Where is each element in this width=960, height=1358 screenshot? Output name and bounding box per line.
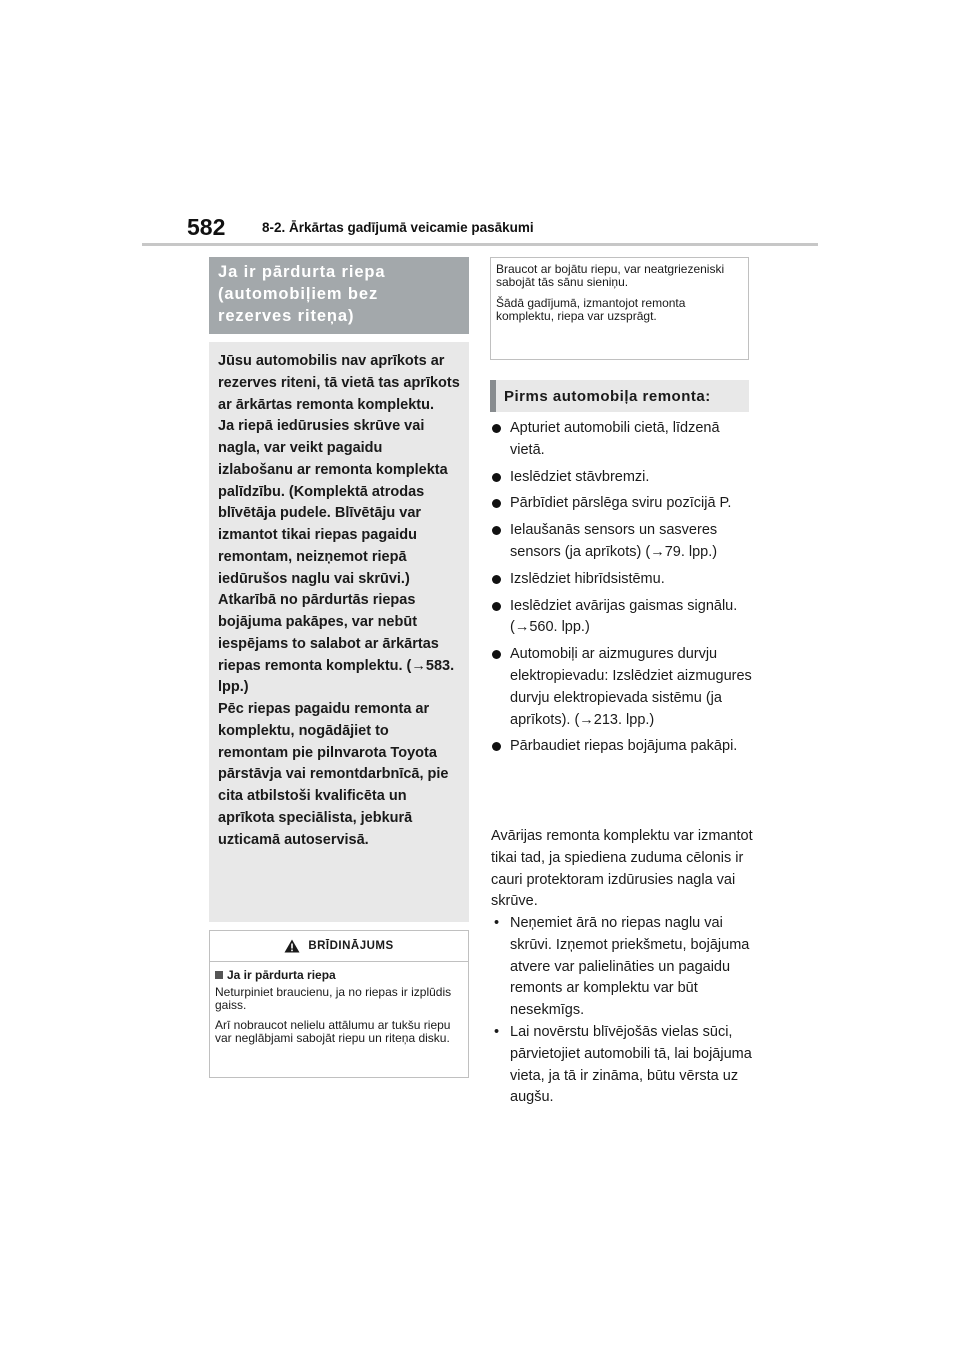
topic-heading-line: Ja ir pārdurta riepa bbox=[218, 263, 386, 281]
before-repair-heading-text: Pirms automobiļa remonta: bbox=[504, 387, 711, 405]
bullet-icon bbox=[492, 602, 501, 611]
intro-box bbox=[209, 342, 469, 922]
topic-heading-line: (automobiļiem bez bbox=[218, 285, 379, 303]
topic-heading-line: rezerves riteņa) bbox=[218, 307, 355, 325]
list-item: Ieslēdziet stāvbremzi. bbox=[490, 467, 752, 489]
warning-subheading-text: Ja ir pārdurta riepa bbox=[227, 968, 336, 982]
bullet-icon bbox=[492, 742, 501, 751]
bullet-icon bbox=[492, 499, 501, 508]
list-item: • Lai novērstu blīvējošās vielas sūci, pārvietojiet automobili tā, lai bojājuma vieta, ja tā ir zināma, būtu vērsta uz augšu. bbox=[491, 1022, 753, 1109]
list-item: Pārbīdiet pārslēga sviru pozīcijā P. bbox=[490, 493, 752, 515]
warning-header bbox=[210, 931, 468, 962]
bullet-icon bbox=[492, 650, 501, 659]
bullet-icon bbox=[492, 526, 501, 535]
before-repair-steps bbox=[490, 418, 752, 763]
list-item: Pārbaudiet riepas bojājuma pakāpi. bbox=[490, 736, 752, 758]
warning-paragraph: Arī nobraucot nelielu attālumu ar tukšu riepu var neglābjami sabojāt riepu un riteņa disku. bbox=[215, 1018, 451, 1045]
list-item: Automobiļi ar aizmugures durvju elektropievadu: Izslēdziet aizmugures durvju elektropievada sistēmu (ja aprīkots). (→213. lpp.) bbox=[490, 644, 752, 731]
warning-body bbox=[210, 962, 468, 1044]
repair-kit-sub-list bbox=[491, 913, 753, 1109]
warning-subheading bbox=[215, 967, 463, 983]
list-item: Izslēdziet hibrīdsistēmu. bbox=[490, 569, 752, 591]
bullet-icon bbox=[492, 473, 501, 482]
header-divider bbox=[142, 243, 818, 246]
bullet-icon bbox=[492, 424, 501, 433]
list-item: Ielaušanās sensors un sasveres sensors (ja aprīkots) (→79. lpp.) bbox=[490, 520, 752, 564]
note-box bbox=[490, 257, 749, 360]
list-item: Apturiet automobili cietā, līdzenā vietā. bbox=[490, 418, 752, 462]
note-paragraph: Braucot ar bojātu riepu, var neatgriezeniski sabojāt tās sānu sieniņu. bbox=[496, 262, 725, 289]
warning-box bbox=[209, 930, 469, 1078]
warning-paragraph: Neturpiniet braucienu, ja no riepas ir izplūdis gaiss. bbox=[215, 985, 452, 1012]
list-item: • Neņemiet ārā no riepas naglu vai skrūvi. Izņemot priekšmetu, bojājuma atvere var palielināties un pagaidu remonts ar komplektu var būt nesekmīgs. bbox=[491, 913, 753, 1022]
list-item: Ieslēdziet avārijas gaismas signālu. (→560. lpp.) bbox=[490, 596, 752, 640]
bullet-icon bbox=[492, 575, 501, 584]
warning-title: BRĪDINĀJUMS bbox=[308, 940, 394, 952]
page-number: 582 bbox=[187, 214, 226, 240]
topic-heading bbox=[209, 257, 469, 334]
note-paragraph: Šādā gadījumā, izmantojot remonta komplektu, riepa var uzsprāgt. bbox=[496, 296, 686, 323]
square-bullet-icon bbox=[215, 971, 223, 979]
section-title: 8-2. Ārkārtas gadījumā veicamie pasākumi bbox=[262, 220, 534, 235]
intro-text: Jūsu automobilis nav aprīkots ar rezerves riteni, tā vietā tas aprīkots ar ārkārtas remonta komplektu. Ja riepā iedūrusies skrūve vai nagla, var veikt pagaidu izlabošanu ar remonta komplekta palīdzību. (Komplektā atrodas blīvētāja pudele. Blīvētāju var izmantot tikai riepas pagaidu remontam, neizņemot riepā iedūrušos naglu vai skrūvi.) Atkarībā no pārdurtās riepas bojājuma pakāpes, var nebūt iespējams to salabot ar ārkārtas riepas remonta komplektu. (→583. lpp.) Pēc riepas pagaidu remonta ar komplektu, nogādājiet to remontam pie pilnvarota Toyota pārstāvja vai remontdarbnīcā, pie cita atbilstoši kvalificēta un aprīkota speciālista, jebkurā uzticamā autoservisā. bbox=[218, 353, 460, 848]
warning-triangle-icon bbox=[284, 939, 300, 953]
repair-kit-note: Avārijas remonta komplektu var izmantot tikai tad, ja spiediena zuduma cēlonis ir cauri protektoram izdūrusies nagla vai skrūve. bbox=[491, 828, 753, 910]
before-repair-heading bbox=[490, 380, 749, 412]
